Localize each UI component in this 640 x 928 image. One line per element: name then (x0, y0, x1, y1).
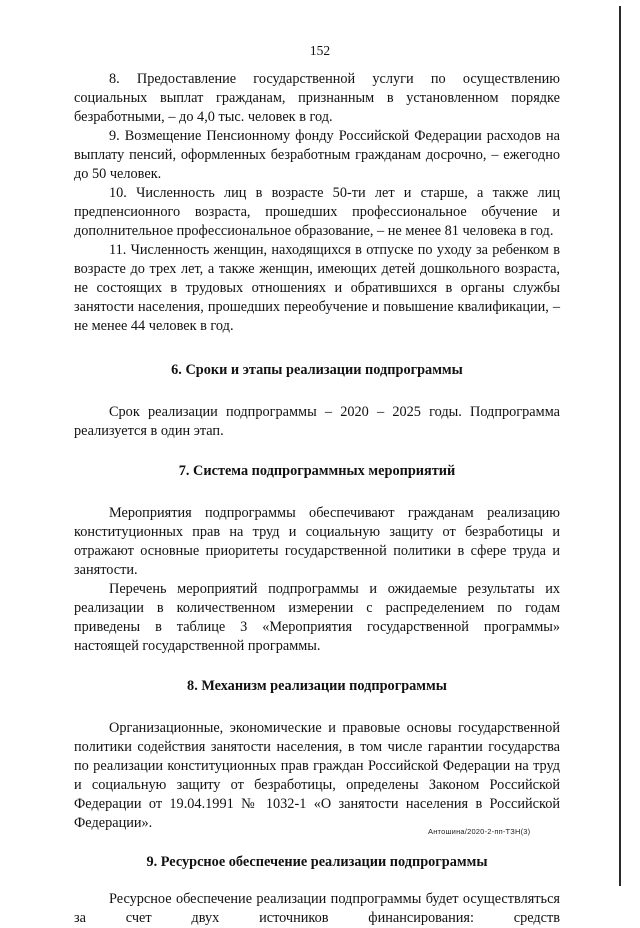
section-8-text: Организационные, экономические и правовые основы государственной политики содействия занятости населения, в том числе гарантии государства по реализации конституционных прав граждан Российской Федерации на труд и социальную защиту от безработицы, определены Законом Российской Федерации от 19.04.1991 № 1032-1 «О занятости населения в Российской Федерации». (74, 720, 560, 831)
section-9-heading: 9. Ресурсное обеспечение реализации подпрограммы (146, 854, 488, 870)
document-body (74, 70, 560, 928)
section-7-text-1: Мероприятия подпрограммы обеспечивают гражданам реализацию конституционных прав на труд и социальную защиту от безработицы и отражают основные приоритеты государственной политики в сфере труда и занятости. (74, 505, 560, 578)
section-7-text-2: Перечень мероприятий подпрограммы и ожидаемые результаты их реализации в количественном измерении с распределением по годам приведены в таблице 3 «Мероприятия государственной программы» настоящей государственной программы. (74, 581, 560, 654)
paragraph-item-10: 10. Численность лиц в возрасте 50-ти лет и старше, а также лиц предпенсионного возраста, прошедших профессиональное обучение и дополнительное профессиональное образование, – не менее 81 человека в год. (74, 185, 560, 239)
section-7-heading: 7. Система подпрограммных мероприятий (178, 463, 456, 479)
paragraph-item-8: 8. Предоставление государственной услуги по осуществлению социальных выплат гражданам, признанным в установленном порядке безработными, – до 4,0 тыс. человек в год. (74, 71, 560, 125)
section-9-text: Ресурсное обеспечение реализации подпрограммы будет осуществляться за счет двух источников финансирования: средств (74, 891, 560, 926)
scan-border-line (619, 6, 621, 886)
document-footer-code: Антошина/2020-2-пп-ТЗН(3) (428, 827, 531, 836)
section-6-text: Срок реализации подпрограммы – 2020 – 2025 годы. Подпрограмма реализуется в один этап. (74, 404, 560, 439)
paragraph-item-11: 11. Численность женщин, находящихся в отпуске по уходу за ребенком в возрасте до трех лет, а также женщин, имеющих детей дошкольного возраста, не состоящих в трудовых отношениях и обратившихся в органы службы занятости населения, прошедших переобучение и повышение квалификации, – не менее 44 человек в год. (74, 242, 560, 334)
section-6-heading: 6. Сроки и этапы реализации подпрограммы (171, 362, 463, 378)
paragraph-item-9: 9. Возмещение Пенсионному фонду Российской Федерации расходов на выплату пенсий, оформленных безработным гражданам досрочно, – ежегодно до 50 человек. (74, 128, 560, 182)
page-number: 152 (309, 43, 331, 58)
section-8-heading: 8. Механизм реализации подпрограммы (187, 678, 447, 694)
